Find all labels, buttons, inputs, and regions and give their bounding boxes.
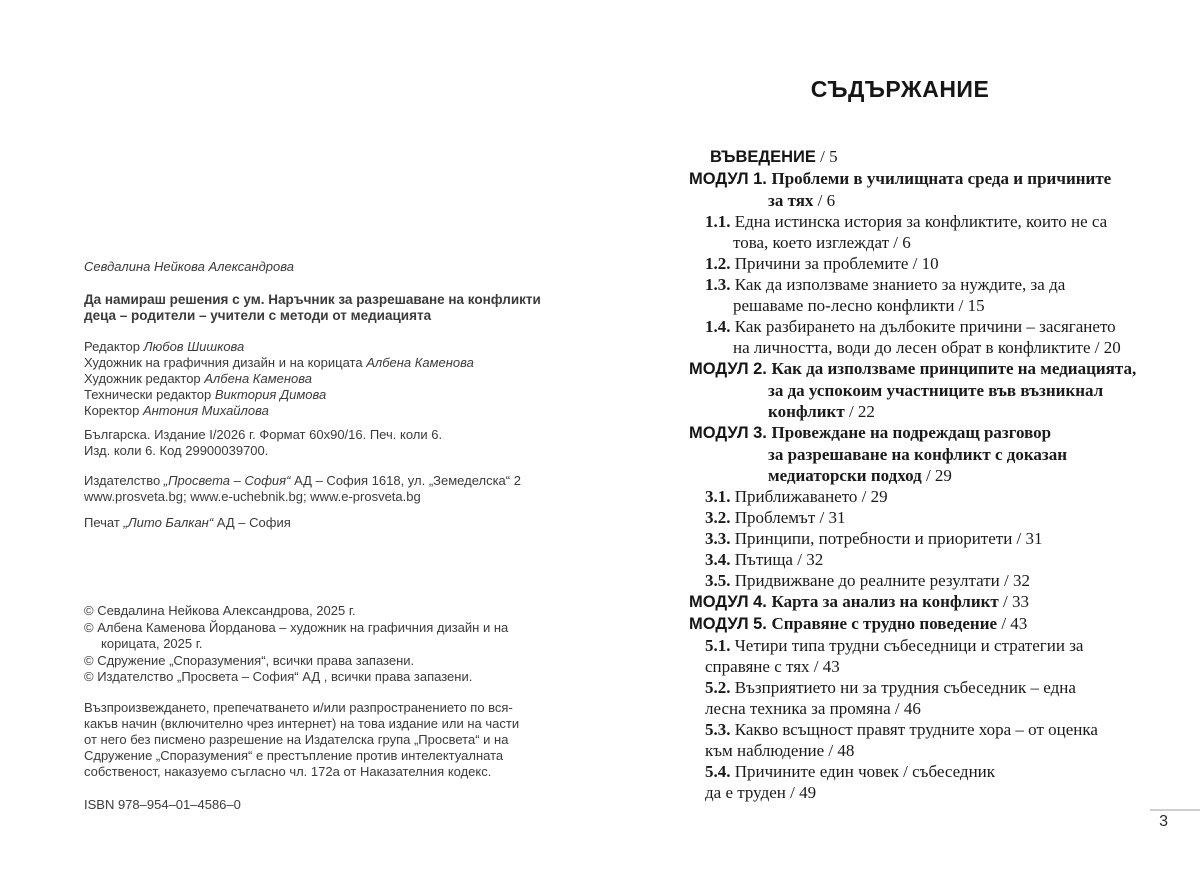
- edition-block: [84, 427, 442, 459]
- toc-entry-module: МОДУЛ 5. Справяне с трудно поведение / 43: [689, 614, 1028, 633]
- book-title-line: деца – родители – учители с методи от медиацията: [84, 307, 432, 323]
- toc-entry-module: МОДУЛ 1. Проблеми в училищната среда и причините: [689, 169, 1112, 188]
- toc-entry-sub: 1.2. Причини за проблемите / 10: [705, 254, 939, 273]
- legal-line: какъв начин (включително чрез интернет) на това издание или на части: [84, 716, 520, 731]
- toc-entry-sub: 3.3. Принципи, потребности и приоритети / 31: [705, 529, 1043, 548]
- toc-entry-sub: решаваме по-лесно конфликти / 15: [733, 296, 985, 315]
- credit-line: Художник на графичния дизайн и на корицата Албена Каменова: [84, 355, 474, 370]
- toc-heading: СЪДЪРЖАНИЕ: [810, 76, 990, 102]
- toc-entry-module: конфликт / 22: [768, 402, 875, 421]
- copyright-line: © Издателство „Просвета – София“ АД , всички права запазени.: [84, 669, 473, 684]
- toc-entry-sub: 5.2. Възприятието ни за трудния събеседник – една: [705, 678, 1076, 697]
- copyright-line: © Севдалина Нейкова Александрова, 2025 г.: [84, 603, 356, 618]
- toc-entry-sub: лесна техника за промяна / 46: [705, 699, 921, 718]
- legal-line: Възпроизвеждането, препечатването и/или разпространението по вся-: [84, 700, 513, 715]
- publisher-line: Издателство „Просвета – София“ АД – София 1618, ул. „Земеделска“ 2: [84, 473, 521, 488]
- isbn: ISBN 978–954–01–4586–0: [84, 797, 241, 812]
- book-title: [84, 292, 541, 323]
- print-block: [84, 515, 291, 531]
- publisher-line: www.prosveta.bg; www.e-uchebnik.bg; www.e-prosveta.bg: [84, 489, 421, 504]
- toc-entry-module: МОДУЛ 2. Как да използваме принципите на медиацията,: [689, 359, 1137, 378]
- toc-entry-sub: 1.3. Как да използваме знанието за нуждите, за да: [705, 275, 1066, 294]
- credit-line: Редактор Любов Шишкова: [84, 339, 245, 354]
- print-line: Печат „Лито Балкан“ АД – София: [84, 515, 291, 530]
- credit-line: Технически редактор Виктория Димова: [84, 387, 327, 402]
- toc-entry-intro: ВЪВЕДЕНИЕ / 5: [710, 147, 838, 166]
- toc-entry-module: МОДУЛ 4. Карта за анализ на конфликт / 33: [689, 592, 1030, 611]
- toc-entry-sub: към наблюдение / 48: [705, 741, 855, 760]
- toc-entry-sub: 5.1. Четири типа трудни събеседници и стратегии за: [705, 636, 1084, 655]
- toc-entry-sub: 1.4. Как разбирането на дълбоките причини – засягането: [705, 317, 1116, 336]
- toc-entry-sub: 3.4. Пътища / 32: [705, 550, 824, 569]
- toc-entry-sub: на личността, води до лесен обрат в конфликтите / 20: [733, 338, 1121, 357]
- toc-entry-sub: 3.1. Приближаването / 29: [705, 487, 888, 506]
- toc-entry-sub: 5.4. Причините един човек / събеседник: [705, 762, 996, 781]
- edition-line: Изд. коли 6. Код 29900039700.: [84, 443, 269, 458]
- edition-line: Българска. Издание I/2026 г. Формат 60х90/16. Печ. коли 6.: [84, 427, 443, 442]
- copyright-line: © Сдружение „Споразумения“, всички права запазени.: [84, 652, 415, 668]
- toc-list: [686, 146, 1136, 803]
- credits-block: [84, 339, 474, 419]
- legal-line: собственост, наказуемо съгласно чл. 172а от Наказателния кодекс.: [84, 764, 492, 779]
- toc-entry-sub: справяне с тях / 43: [705, 657, 840, 676]
- folio-rule: [1150, 809, 1200, 811]
- copyright-block: [84, 603, 508, 686]
- toc-entry-module: за разрешаване на конфликт с доказан: [768, 445, 1068, 464]
- toc-entry-sub: 3.5. Придвижване до реалните резултати / 32: [705, 571, 1030, 590]
- toc-entry-sub: да е труден / 49: [705, 783, 817, 802]
- toc-entry-sub: 3.2. Проблемът / 31: [705, 508, 846, 527]
- toc-entry-module: медиаторски подход / 29: [768, 466, 952, 485]
- toc-entry-sub: 1.1. Една истинска история за конфликтите, които не са: [705, 212, 1108, 231]
- legal-line: Сдружение „Споразумения“ е престъпление против интелектуалната: [84, 748, 504, 763]
- toc-entry-module: за да успокоим участниците във възникнал: [768, 381, 1104, 400]
- credit-line: Художник редактор Албена Каменова: [84, 371, 312, 386]
- copyright-line: корицата, 2025 г.: [101, 636, 203, 651]
- legal-line: от него без писмено разрешение на Издателска група „Просвета“ и на: [84, 732, 509, 747]
- toc-entry-module: за тях / 6: [768, 191, 836, 210]
- toc-entry-sub: 5.3. Какво всъщност правят трудните хора – от оценка: [705, 720, 1098, 739]
- copyright-line: © Албена Каменова Йорданова – художник на графичния дизайн и на: [84, 619, 509, 635]
- toc-entry-sub: това, което изглеждат / 6: [733, 233, 911, 252]
- toc-entry-module: МОДУЛ 3. Провеждане на подреждащ разговор: [689, 423, 1052, 442]
- legal-notice-block: [84, 700, 519, 780]
- publisher-block: [84, 473, 521, 505]
- credit-line: Коректор Антония Михайлова: [84, 403, 269, 418]
- author-name: Севдалина Нейкова Александрова: [84, 259, 294, 274]
- book-title-line: Да намираш решения с ум. Наръчник за разрешаване на конфликти: [84, 292, 541, 307]
- page-number: 3: [1159, 813, 1168, 830]
